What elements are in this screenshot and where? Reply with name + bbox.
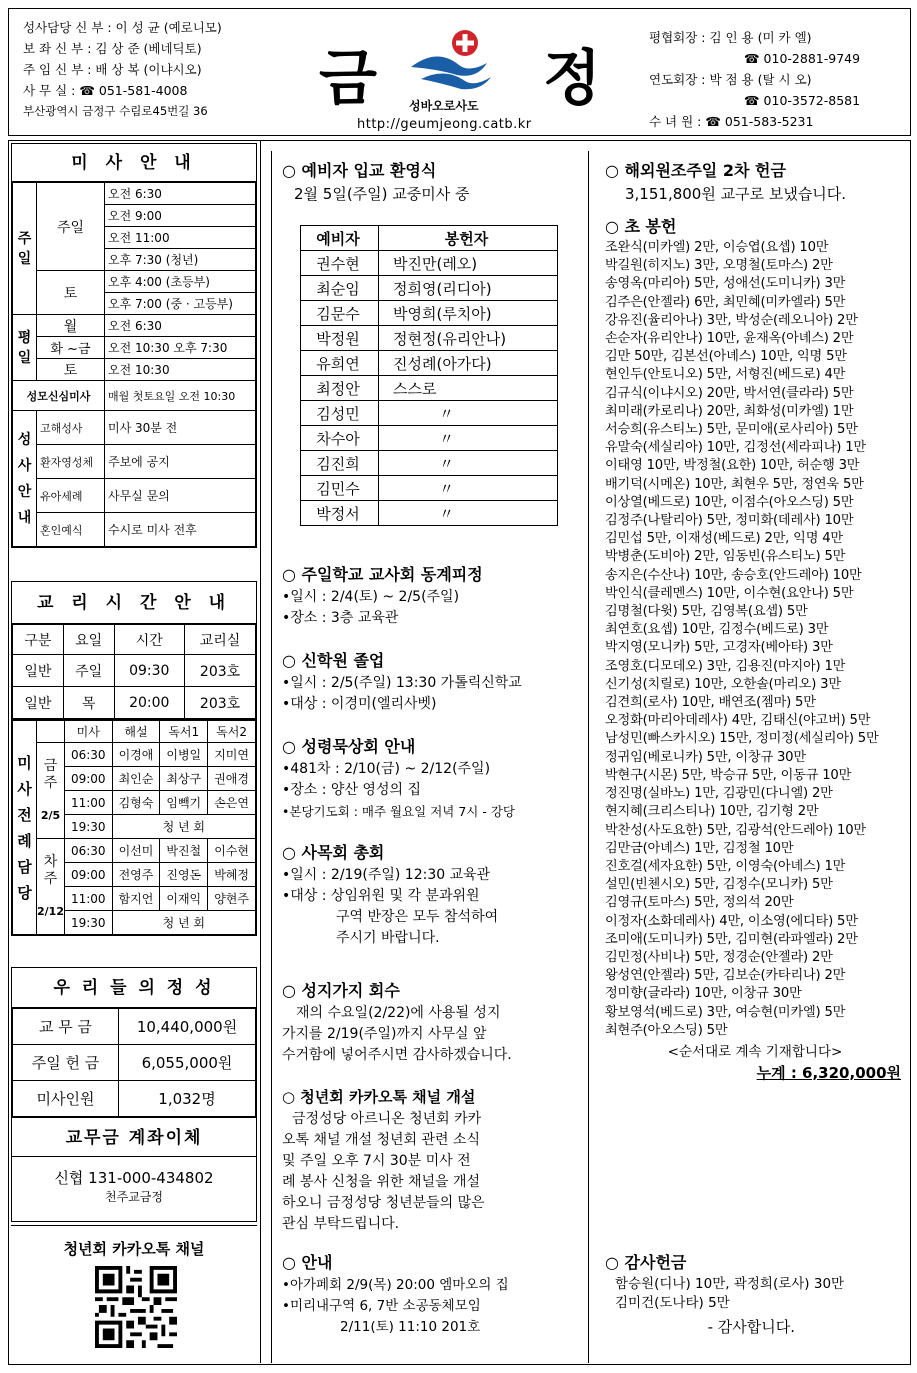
thanks-closing: - 감사합니다. bbox=[707, 1318, 795, 1336]
duty-cell: 진영돈 bbox=[160, 863, 208, 887]
mary-mass-label: 성모신심미사 bbox=[13, 381, 105, 411]
pastoral-meeting-line: •일시 : 2/19(주일) 12:30 교육관 bbox=[282, 867, 491, 883]
header-left-line: 부산광역시 금정구 수림로45번길 36 bbox=[23, 104, 208, 118]
sacrament-label: 혼인예식 bbox=[37, 513, 105, 547]
mission-offering-title: ○ 해외원조주일 2차 헌금 bbox=[605, 161, 786, 180]
youth-channel-line: 관심 부탁드립니다. bbox=[282, 1216, 400, 1232]
donor-line: 박지영(모니카) 5만, 고경자(베아타) 3만 bbox=[605, 640, 833, 656]
logo-subtitle: 성바오로사도 bbox=[409, 99, 479, 113]
sacrament-value: 사무실 문의 bbox=[105, 479, 256, 513]
donor-line: 황보영석(베드로) 3만, 여승현(미카엘) 5만 bbox=[605, 1004, 846, 1020]
catechumen-header: 예비자 bbox=[301, 226, 379, 251]
youth-channel-line: 례 봉사 신청을 위한 채널을 개설 bbox=[282, 1174, 481, 1190]
notice-section bbox=[282, 1251, 582, 1338]
doctrine-header: 교리실 bbox=[185, 625, 256, 655]
offering-table bbox=[12, 1008, 256, 1117]
mass-time: 오전 10:30 오후 7:30 bbox=[105, 337, 256, 359]
masthead bbox=[307, 23, 647, 133]
duty-cell: 19:30 bbox=[64, 911, 112, 935]
donor-line: 김민섭 5만, 이재성(베드로) 2만, 익명 4만 bbox=[605, 531, 843, 547]
duty-cell: 임빽기 bbox=[160, 791, 208, 815]
palm-line: 가지를 2/19(주일)까지 사무실 앞 bbox=[282, 1026, 487, 1042]
catechumen-row bbox=[301, 276, 558, 301]
donor-line: 현지혜(크리스티나) 10만, 김기형 2만 bbox=[605, 804, 819, 820]
donor-line: 조미애(도미니카) 5만, 김미현(라파엘라) 2만 bbox=[605, 931, 858, 947]
seminary-section bbox=[282, 649, 582, 715]
catechumen-header: 봉헌자 bbox=[379, 226, 558, 251]
monday-label: 월 bbox=[37, 315, 105, 337]
pastoral-meeting-section bbox=[282, 841, 582, 949]
donor-line: 조영호(디모데오) 3만, 김용진(마지아) 1만 bbox=[605, 658, 846, 674]
header-left-line: 주 임 신 부 : 배 상 복 (이냐시오) bbox=[23, 62, 202, 77]
sacrament-side-label: 성 사 안 내 bbox=[13, 411, 37, 547]
duty-cell: 이선미 bbox=[112, 839, 160, 863]
account-holder: 천주교금정 bbox=[105, 1190, 163, 1204]
header-left-line: 사 무 실 : ☎ 051-581-4008 bbox=[23, 83, 188, 98]
catechumen-row bbox=[301, 301, 558, 326]
thanks-offering-section bbox=[605, 1251, 905, 1341]
duty-cell: 이병일 bbox=[160, 743, 208, 767]
donor-line: 서승희(유스티노) 5만, 문미애(로사리아) 5만 bbox=[605, 422, 858, 438]
donor-line: 최현주(아오스딩) 5만 bbox=[605, 1022, 728, 1038]
youth-channel-line: 금정성당 아르니온 청년회 카카 bbox=[292, 1111, 482, 1127]
catechumen-row bbox=[301, 351, 558, 376]
duty-cell: 함지언 bbox=[112, 887, 160, 911]
donor-line: 이정자(소화데레사) 4만, 이소영(에디타) 5만 bbox=[605, 913, 858, 929]
catechumen-row bbox=[301, 401, 558, 426]
duty-cell: 김형숙 bbox=[112, 791, 160, 815]
duty-cell: 09:00 bbox=[64, 767, 112, 791]
offering-label: 미사인원 bbox=[13, 1081, 119, 1117]
donor-line: 박현구(시몬) 5만, 박승규 5만, 이동규 10만 bbox=[605, 767, 852, 783]
doctrine-cell: 일반 bbox=[13, 687, 64, 719]
donor-line: 정귀임(베로니카) 5만, 이창규 30만 bbox=[605, 749, 806, 765]
mission-offering-section bbox=[605, 159, 905, 205]
sponsor-name: 정희영(리디아) bbox=[379, 276, 558, 301]
duty-cell: 19:30 bbox=[64, 815, 112, 839]
saturday-label: 토 bbox=[37, 271, 105, 315]
offering-title: 우 리 들 의 정 성 bbox=[12, 968, 256, 1008]
catechumen-name: 박정서 bbox=[301, 501, 379, 526]
mass-time: 오후 4:00 (초등부) bbox=[105, 271, 256, 293]
seminary-title: ○ 신학원 졸업 bbox=[282, 651, 385, 670]
doctrine-cell: 09:30 bbox=[114, 655, 185, 687]
masthead-title-right: 정 bbox=[543, 44, 601, 114]
notice-title: ○ 안내 bbox=[282, 1253, 333, 1272]
offering-box bbox=[11, 967, 257, 1222]
tue-fri-label: 화 ~금 bbox=[37, 337, 105, 359]
catechumen-row bbox=[301, 426, 558, 451]
week1-label: 금 주 2/5 bbox=[37, 743, 65, 839]
donor-line: 손순자(유리안나) 10만, 윤재옥(아녜스) 2만 bbox=[605, 331, 854, 347]
account-number: 신협 131-000-434802 bbox=[54, 1169, 214, 1187]
doctrine-header: 요일 bbox=[63, 625, 114, 655]
catechumen-row bbox=[301, 476, 558, 501]
doctrine-cell: 주일 bbox=[63, 655, 114, 687]
catechumen-name: 최정안 bbox=[301, 376, 379, 401]
first-offering-section bbox=[605, 215, 905, 1084]
donor-line: 오정화(마리아데레사) 4만, 김태신(야고버) 5만 bbox=[605, 713, 871, 729]
sacrament-label: 환자영성체 bbox=[37, 445, 105, 479]
duty-cell: 박진철 bbox=[160, 839, 208, 863]
mass-schedule-title: 미 사 안 내 bbox=[12, 144, 256, 182]
catechumen-row bbox=[301, 376, 558, 401]
catechumen-row bbox=[301, 451, 558, 476]
doctrine-cell: 일반 bbox=[13, 655, 64, 687]
donor-line: 정미향(글라라) 10만, 이창규 30만 bbox=[605, 986, 802, 1002]
catechumen-name: 유희연 bbox=[301, 351, 379, 376]
kakao-box bbox=[11, 1225, 257, 1359]
donor-line: 이상열(베드로) 10만, 이점수(아오스딩) 5만 bbox=[605, 494, 854, 510]
donor-line: 김만 50만, 김본선(아녜스) 10만, 익명 5만 bbox=[605, 349, 847, 365]
palm-title: ○ 성지가지 회수 bbox=[282, 981, 400, 1000]
liturgy-duty-box bbox=[11, 719, 257, 936]
duty-cell: 양현주 bbox=[208, 887, 256, 911]
mission-offering-line: 3,151,800원 교구로 보냈습니다. bbox=[625, 185, 847, 203]
offering-value: 10,440,000원 bbox=[119, 1009, 256, 1045]
donor-line: 정진명(실바노) 1만, 김광민(다니엘) 2만 bbox=[605, 786, 833, 802]
catechumen-name: 권수현 bbox=[301, 251, 379, 276]
parish-url-link[interactable]: http://geumjeong.catb.kr bbox=[357, 117, 532, 132]
donor-line: 남성민(빠스카시오) 15만, 정미정(세실리아) 5만 bbox=[605, 731, 879, 747]
palm-line: 수거함에 넣어주시면 감사하겠습니다. bbox=[282, 1047, 512, 1063]
header-right-info bbox=[649, 27, 909, 132]
duty-cell: 권애경 bbox=[208, 767, 256, 791]
weekday-saturday-label: 토 bbox=[37, 359, 105, 381]
seminary-line: •대상 : 이경미(엘리사벳) bbox=[282, 696, 437, 712]
sponsor-name: 박진만(레오) bbox=[379, 251, 558, 276]
catechumen-name: 박정원 bbox=[301, 326, 379, 351]
duty-cell: 박혜정 bbox=[208, 863, 256, 887]
spirit-retreat-line: •481차 : 2/10(금) ~ 2/12(주일) bbox=[282, 761, 491, 777]
mass-time: 오후 7:00 (중 · 고등부) bbox=[105, 293, 256, 315]
catechumen-row bbox=[301, 251, 558, 276]
notice-line: •미리내구역 6, 7반 소공동체모임 bbox=[282, 1298, 481, 1314]
donor-line: 진호걸(세자요한) 5만, 이영숙(아녜스) 1만 bbox=[605, 858, 846, 874]
donor-line: 강유진(율리아나) 3만, 박성순(레오니아) 2만 bbox=[605, 312, 858, 328]
header bbox=[8, 8, 911, 136]
duty-cell: 손은연 bbox=[208, 791, 256, 815]
catechumen-name: 김민수 bbox=[301, 476, 379, 501]
catechumen-sub: 2월 5일(주일) 교중미사 중 bbox=[294, 185, 470, 203]
duty-header: 독서1 bbox=[160, 721, 208, 743]
header-left-info bbox=[23, 17, 293, 122]
sponsor-name: 〃 bbox=[379, 501, 558, 526]
offering-value: 6,055,000원 bbox=[119, 1045, 256, 1081]
middle-column bbox=[271, 151, 589, 1363]
header-left-line: 성사담당 신 부 : 이 성 균 (예로니모) bbox=[23, 20, 222, 35]
pastoral-meeting-line: 구역 반장은 모두 참석하여 bbox=[336, 909, 499, 925]
duty-cell: 11:00 bbox=[64, 887, 112, 911]
catechumen-section bbox=[282, 159, 582, 205]
catechumen-table bbox=[300, 225, 558, 526]
catechumen-name: 차수아 bbox=[301, 426, 379, 451]
parish-logo-icon bbox=[407, 27, 497, 93]
youth-channel-section bbox=[282, 1085, 582, 1235]
mass-time: 오전 6:30 bbox=[105, 315, 256, 337]
donor-line: 박길원(히지노) 3만, 오명철(토마스) 2만 bbox=[605, 258, 833, 274]
donor-line: 배기덕(시메온) 10만, 최현우 5만, 정연욱 5만 bbox=[605, 476, 864, 492]
spirit-retreat-line: •장소 : 양산 영성의 집 bbox=[282, 782, 421, 798]
teacher-retreat-title: ○ 주일학교 교사회 동계피정 bbox=[282, 565, 483, 584]
mass-time: 오후 7:30 (청년) bbox=[105, 249, 256, 271]
donor-line: 박찬성(사도요한) 5만, 김광석(안드레아) 10만 bbox=[605, 822, 866, 838]
duty-cell: 최상구 bbox=[160, 767, 208, 791]
duty-header: 해설 bbox=[112, 721, 160, 743]
sponsor-name: 진성례(아가다) bbox=[379, 351, 558, 376]
catechumen-title: ○ 예비자 입교 환영식 bbox=[282, 161, 437, 180]
palm-line: 재의 수요일(2/22)에 사용될 성지 bbox=[296, 1005, 501, 1021]
youth-channel-line: 오톡 채널 개설 청년회 관련 소식 bbox=[282, 1132, 481, 1148]
continue-note: <순서대로 계속 기재합니다> bbox=[667, 1043, 843, 1060]
duty-cell: 이수현 bbox=[208, 839, 256, 863]
spirit-retreat-section bbox=[282, 735, 582, 822]
mass-time: 오전 6:30 bbox=[105, 183, 256, 205]
duty-header: 미사 bbox=[64, 721, 112, 743]
offering-label: 교 무 금 bbox=[13, 1009, 119, 1045]
donor-line: 현인두(안토니오) 5만, 서형진(베드로) 4만 bbox=[605, 367, 846, 383]
doctrine-title: 교 리 시 간 안 내 bbox=[12, 582, 256, 624]
spirit-retreat-title: ○ 성령묵상회 안내 bbox=[282, 737, 416, 756]
header-right-line: 연도회장 : 박 점 용 (탈 시 오) bbox=[649, 72, 812, 87]
donor-line: 박인식(클레멘스) 10만, 이수현(요안나) 5만 bbox=[605, 585, 854, 601]
teacher-retreat-section bbox=[282, 563, 582, 629]
catechumen-name: 최순임 bbox=[301, 276, 379, 301]
kakao-title: 청년회 카카오톡 채널 bbox=[63, 1240, 205, 1258]
sponsor-name: 스스로 bbox=[379, 376, 558, 401]
weekday-side-label: 평 일 bbox=[13, 315, 37, 381]
pastoral-meeting-title: ○ 사목회 총회 bbox=[282, 843, 385, 862]
offering-label: 주일 헌 금 bbox=[13, 1045, 119, 1081]
donor-line: 설민(빈첸시오) 5만, 김정수(모니카) 5만 bbox=[605, 877, 833, 893]
donor-line: 김영규(토마스) 5만, 정의석 20만 bbox=[605, 895, 794, 911]
sacrament-label: 고해성사 bbox=[37, 411, 105, 445]
mass-time: 오전 10:30 bbox=[105, 359, 256, 381]
pastoral-meeting-line: 주시기 바랍니다. bbox=[336, 930, 440, 946]
account-info bbox=[12, 1157, 256, 1221]
right-column bbox=[597, 151, 905, 1363]
mass-time: 오전 9:00 bbox=[105, 205, 256, 227]
teacher-retreat-line: •일시 : 2/4(토) ~ 2/5(주일) bbox=[282, 589, 460, 605]
donor-line: 유말숙(세실리아) 10만, 김정선(세라피나) 1만 bbox=[605, 440, 866, 456]
thanks-offering-title: ○ 감사헌금 bbox=[605, 1253, 687, 1272]
duty-cell: 이재익 bbox=[160, 887, 208, 911]
duty-cell: 지미연 bbox=[208, 743, 256, 767]
sponsor-name: 정현정(유리안나) bbox=[379, 326, 558, 351]
header-right-phone: ☎ 010-2881-9749 bbox=[744, 51, 861, 66]
sponsor-name: 〃 bbox=[379, 451, 558, 476]
sponsor-name: 〃 bbox=[379, 426, 558, 451]
catechumen-row bbox=[301, 326, 558, 351]
duty-cell: 06:30 bbox=[64, 839, 112, 863]
duty-cell: 이경애 bbox=[112, 743, 160, 767]
youth-channel-line: 하오니 금정성당 청년분들의 많은 bbox=[282, 1195, 485, 1211]
notice-line: 2/11(토) 11:10 201호 bbox=[340, 1319, 481, 1335]
donor-line: 김만금(아녜스) 1만, 김정철 10만 bbox=[605, 840, 794, 856]
sunday-label: 주일 bbox=[37, 183, 105, 271]
doctrine-table bbox=[12, 624, 256, 719]
doctrine-box bbox=[11, 581, 257, 720]
sponsor-name: 〃 bbox=[379, 401, 558, 426]
duty-side-label: 미 사 전 례 담 당 bbox=[13, 721, 37, 935]
donor-line: 신기성(치릴로) 10만, 오한솔(마리오) 3만 bbox=[605, 676, 841, 692]
donor-line: 김민정(사비나) 5만, 정경순(안젤라) 2만 bbox=[605, 949, 833, 965]
duty-youth-cell: 청 년 회 bbox=[112, 815, 255, 839]
thanks-offering-line: 김미건(도나타) 5만 bbox=[615, 1295, 730, 1311]
left-column bbox=[9, 141, 261, 1363]
donor-line: 김주은(안젤라) 6만, 최민혜(미카엘라) 5만 bbox=[605, 294, 846, 310]
donor-line: 왕성연(안젤라) 5만, 김보순(카타리나) 2만 bbox=[605, 968, 846, 984]
seminary-line: •일시 : 2/5(주일) 13:30 가톨릭신학교 bbox=[282, 675, 522, 691]
sacrament-value: 수시로 미사 전후 bbox=[105, 513, 256, 547]
spirit-retreat-line: •본당기도회 : 매주 월요일 저녁 7시 - 강당 bbox=[282, 804, 515, 819]
thanks-offering-line: 함승원(디나) 10만, 곽정희(로사) 30만 bbox=[615, 1276, 845, 1292]
catechumen-name: 김문수 bbox=[301, 301, 379, 326]
donor-line: 김규식(이냐시오) 20만, 박서연(클라라) 5만 bbox=[605, 385, 854, 401]
header-left-line: 보 좌 신 부 : 김 상 준 (베네딕토) bbox=[23, 41, 202, 56]
liturgy-duty-table bbox=[12, 720, 256, 935]
donor-line: 조완식(미카엘) 2만, 이승엽(요셉) 10만 bbox=[605, 240, 829, 255]
duty-cell: 11:00 bbox=[64, 791, 112, 815]
sacrament-value: 미사 30분 전 bbox=[105, 411, 256, 445]
teacher-retreat-line: •장소 : 3층 교육관 bbox=[282, 610, 399, 626]
pastoral-meeting-line: •대상 : 상임위원 및 각 분과위원 bbox=[282, 888, 480, 904]
donor-line: 김정주(나탈리아) 5만, 정미화(데레사) 10만 bbox=[605, 513, 854, 529]
duty-cell: 전영주 bbox=[112, 863, 160, 887]
donor-line: 이태영 10만, 박정철(요한) 10만, 허순행 3만 bbox=[605, 458, 860, 474]
donor-line: 김명철(다윗) 5만, 김영복(요셉) 5만 bbox=[605, 604, 808, 620]
week2-label: 차 주 2/12 bbox=[37, 839, 65, 935]
duty-cell: 최인순 bbox=[112, 767, 160, 791]
donor-line: 최미래(카로리나) 20만, 최화성(미카엘) 1만 bbox=[605, 403, 854, 419]
doctrine-header: 구분 bbox=[13, 625, 64, 655]
mass-schedule-box bbox=[11, 143, 257, 548]
doctrine-cell: 목 bbox=[63, 687, 114, 719]
mass-schedule-table bbox=[12, 182, 256, 547]
duty-youth-cell: 청 년 회 bbox=[112, 911, 255, 935]
offering-value: 1,032명 bbox=[119, 1081, 256, 1117]
account-title: 교무금 계좌이체 bbox=[12, 1117, 256, 1157]
header-right-line: 평협회장 : 김 인 용 (미 카 엘) bbox=[649, 30, 812, 45]
donor-line: 박병춘(도비아) 2만, 임동빈(유스티노) 5만 bbox=[605, 549, 846, 565]
catechumen-name: 김성민 bbox=[301, 401, 379, 426]
duty-cell: 09:00 bbox=[64, 863, 112, 887]
palm-section bbox=[282, 979, 582, 1066]
first-offering-title: ○ 초 봉헌 bbox=[605, 217, 677, 236]
header-right-phone: ☎ 010-3572-8581 bbox=[744, 93, 861, 108]
masthead-title-left: 금 bbox=[319, 44, 377, 114]
duty-header: 독서2 bbox=[208, 721, 256, 743]
donor-line: 송영옥(마리아) 5만, 성애선(도미니카) 3만 bbox=[605, 276, 846, 292]
donor-line: 최연호(요셉) 10만, 김정수(베드로) 3만 bbox=[605, 622, 829, 638]
donor-line: 김견희(로사) 10만, 배연조(젬마) 5만 bbox=[605, 695, 816, 711]
youth-channel-line: 및 주일 오후 7시 30분 미사 전 bbox=[282, 1153, 471, 1169]
doctrine-cell: 20:00 bbox=[114, 687, 185, 719]
sponsor-name: 〃 bbox=[379, 476, 558, 501]
doctrine-cell: 203호 bbox=[185, 655, 256, 687]
sunday-side-label: 주 일 bbox=[13, 183, 37, 315]
mass-time: 오전 11:00 bbox=[105, 227, 256, 249]
header-right-line: 수 녀 원 : ☎ 051-583-5231 bbox=[649, 114, 814, 129]
doctrine-cell: 203호 bbox=[185, 687, 256, 719]
sacrament-value: 주보에 공지 bbox=[105, 445, 256, 479]
running-total: 누계 : 6,320,000원 bbox=[756, 1063, 901, 1082]
main-content bbox=[8, 140, 911, 1365]
catechumen-name: 김진희 bbox=[301, 451, 379, 476]
sponsor-name: 박영희(루치아) bbox=[379, 301, 558, 326]
donor-list bbox=[605, 239, 905, 1040]
notice-line: •아가페회 2/9(목) 20:00 엠마오의 집 bbox=[282, 1277, 509, 1293]
duty-cell: 06:30 bbox=[64, 743, 112, 767]
mary-mass-time: 매월 첫토요일 오전 10:30 bbox=[105, 381, 256, 411]
donor-line: 송지은(수산나) 10만, 송승호(안드레아) 10만 bbox=[605, 567, 862, 583]
doctrine-header: 시간 bbox=[114, 625, 185, 655]
sacrament-label: 유아세례 bbox=[37, 479, 105, 513]
qr-code-icon[interactable] bbox=[95, 1266, 177, 1348]
catechumen-row bbox=[301, 501, 558, 526]
youth-channel-title: ○ 청년회 카카오톡 채널 개설 bbox=[282, 1088, 476, 1106]
